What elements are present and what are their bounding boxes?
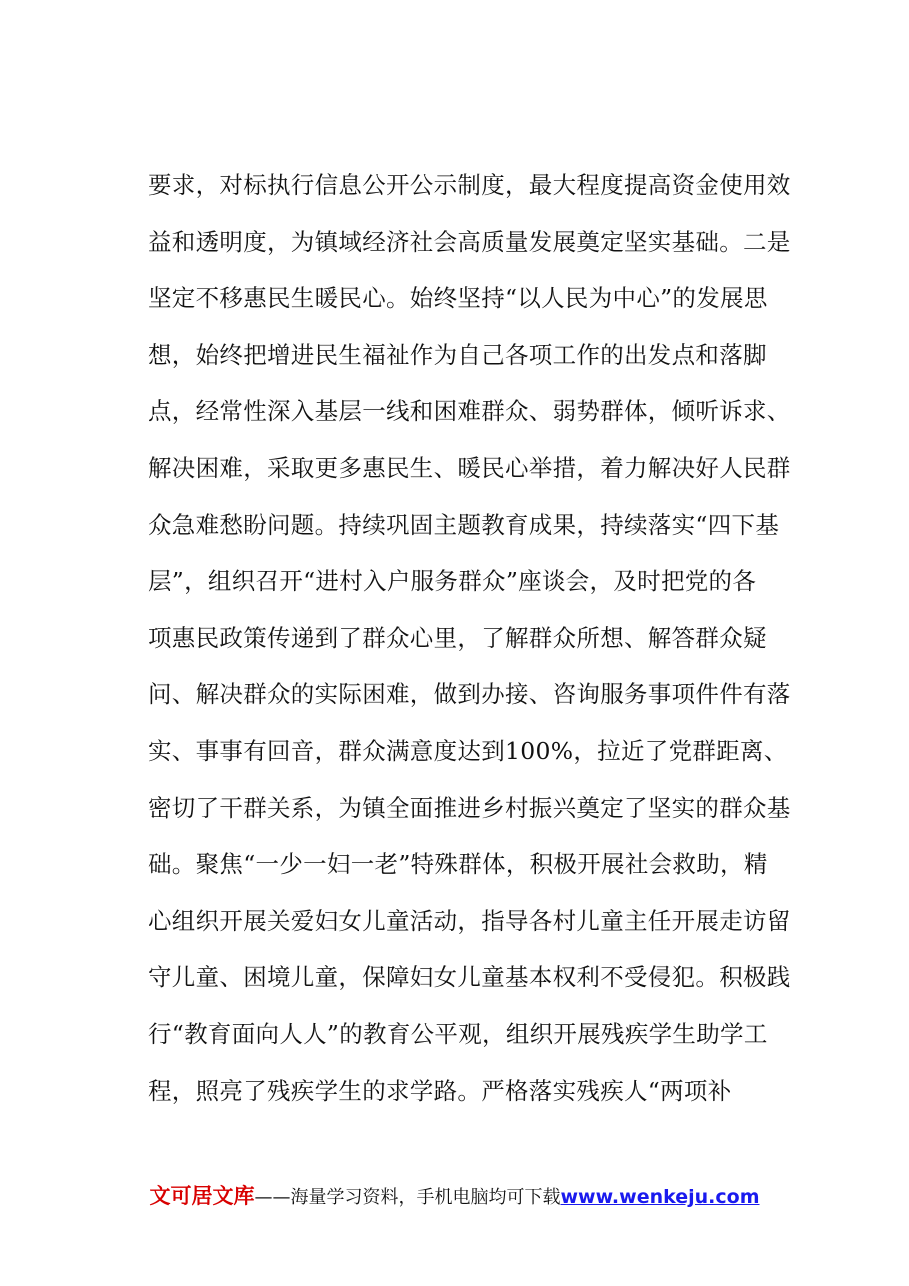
text-line: 守儿童、困境儿童，保障妇女儿童基本权利不受侵犯。积极践	[148, 963, 791, 992]
text-line: 心组织开展关爱妇女儿童活动，指导各村儿童主任开展走访留	[148, 906, 791, 935]
text-line: 程，照亮了残疾学生的求学路。严格落实残疾人“两项补	[148, 1076, 732, 1105]
footer-banner	[0, 1180, 909, 1210]
text-line: 层”，组织召开“进村入户服务群众”座谈会，及时把党的各	[148, 567, 757, 596]
text-line: 众急难愁盼问题。持续巩固主题教育成果，持续落实“四下基	[148, 510, 780, 539]
text-line: 益和透明度，为镇域经济社会高质量发展奠定坚实基础。二是	[148, 227, 791, 256]
footer-brand: 文可居文库	[149, 1184, 255, 1208]
text-line: 点，经常性深入基层一线和困难群众、弱势群体，倾听诉求、	[148, 397, 791, 426]
footer-tagline: ——海量学习资料，手机电脑均可下载	[254, 1187, 561, 1208]
text-line: 坚定不移惠民生暖民心。始终坚持“以人民为中心”的发展思	[148, 284, 768, 313]
text-line: 实、事事有回音，群众满意度达到100%，拉近了党群距离、	[148, 736, 788, 765]
body-paragraph	[148, 162, 791, 1124]
text-line: 项惠民政策传递到了群众心里，了解群众所想、解答群众疑	[148, 623, 767, 652]
text-line: 密切了干群关系，为镇全面推进乡村振兴奠定了坚实的群众基	[148, 793, 791, 822]
text-line: 想，始终把增进民生福祉作为自己各项工作的出发点和落脚	[148, 340, 767, 369]
footer-website-link[interactable]: www.wenkeju.com	[560, 1186, 760, 1208]
text-line: 要求，对标执行信息公开公示制度，最大程度提高资金使用效	[148, 171, 791, 199]
text-line: 解决困难，采取更多惠民生、暖民心举措，着力解决好人民群	[148, 453, 791, 482]
text-line: 行“教育面向人人”的教育公平观，组织开展残疾学生助学工	[148, 1019, 768, 1048]
text-line: 问、解决群众的实际困难，做到办接、咨询服务事项件件有落	[148, 680, 791, 709]
text-line: 础。聚焦“一少一妇一老”特殊群体，积极开展社会救助，精	[148, 850, 768, 879]
